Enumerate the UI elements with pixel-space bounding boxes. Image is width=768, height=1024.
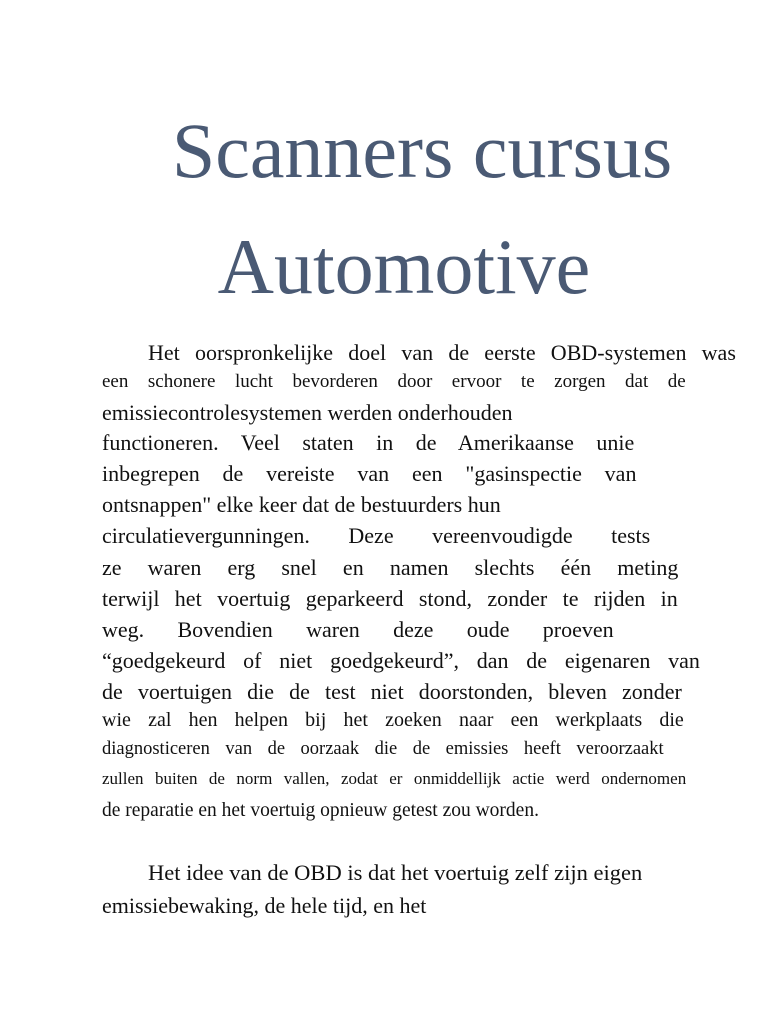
- paragraph-line: ze waren erg snel en namen slechts één meting: [102, 555, 679, 580]
- paragraph-line: de reparatie en het voertuig opnieuw getest zou worden.: [102, 800, 539, 821]
- paragraph-line: weg. Bovendien waren deze oude proeven: [102, 617, 614, 642]
- page-title-line-2: Automotive: [217, 223, 591, 310]
- paragraph-line: emissiecontrolesystemen werden onderhouden: [102, 400, 513, 425]
- paragraph-line: Het idee van de OBD is dat het voertuig zelf zijn eigen: [148, 860, 643, 885]
- paragraph-line: wie zal hen helpen bij het zoeken naar een werkplaats die: [102, 709, 684, 731]
- paragraph-line: emissiebewaking, de hele tijd, en het: [102, 893, 427, 918]
- paragraph-line: functioneren. Veel staten in de Amerikaanse unie: [102, 430, 635, 455]
- paragraph-line: circulatievergunningen. Deze vereenvoudigde tests: [102, 523, 651, 548]
- page-title-line-1: Scanners cursus: [171, 107, 673, 194]
- paragraph-line: ontsnappen" elke keer dat de bestuurders hun: [102, 492, 501, 517]
- paragraph-line: inbegrepen de vereiste van een "gasinspectie van: [102, 461, 637, 486]
- paragraph-line: diagnosticeren van de oorzaak die de emissies heeft veroorzaakt: [102, 739, 664, 759]
- paragraph-line: Het oorspronkelijke doel van de eerste OBD-systemen was: [148, 340, 736, 365]
- paragraph-line: terwijl het voertuig geparkeerd stond, zonder te rijden in: [102, 586, 678, 611]
- paragraph-line: “goedgekeurd of niet goedgekeurd”, dan de eigenaren van: [102, 648, 700, 673]
- paragraph-line: zullen buiten de norm vallen, zodat er onmiddellijk actie werd ondernomen: [102, 769, 687, 788]
- paragraph-line: de voertuigen die de test niet doorstonden, bleven zonder: [102, 679, 682, 704]
- paragraph-line: een schonere lucht bevorderen door ervoor te zorgen dat de: [102, 371, 686, 392]
